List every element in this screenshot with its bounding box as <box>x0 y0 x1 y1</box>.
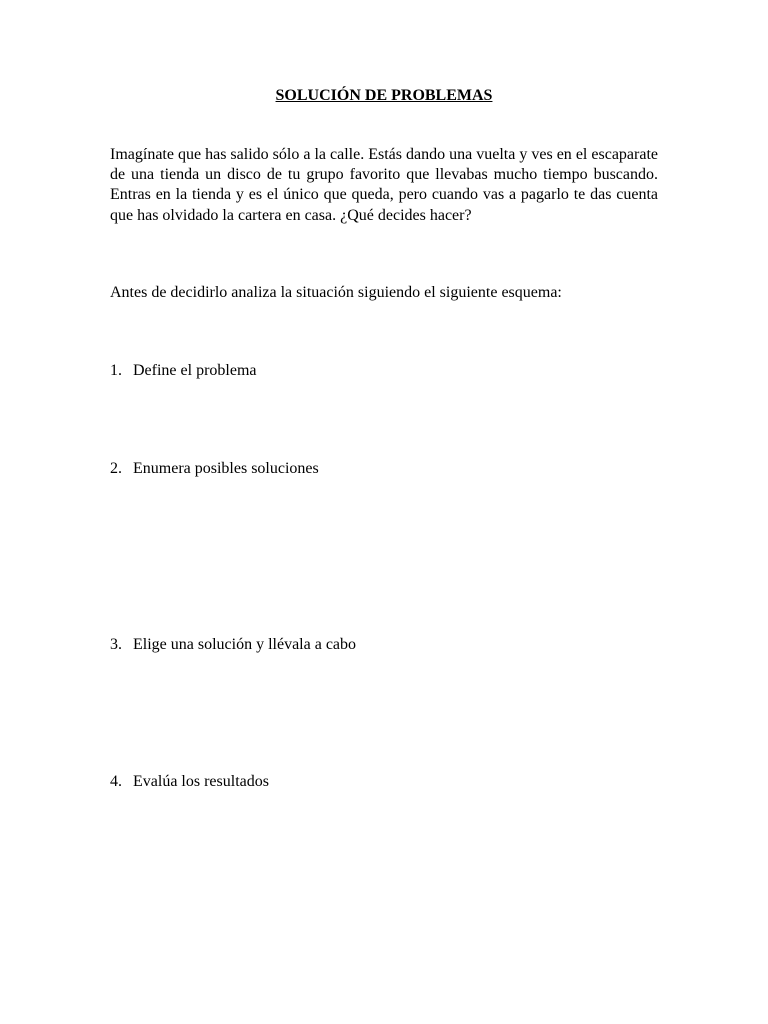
step-item-enumerate <box>110 459 658 479</box>
step-number: 1. <box>110 362 122 379</box>
step-item-choose <box>110 635 658 655</box>
step-number: 3. <box>110 636 122 653</box>
step-number: 4. <box>110 773 122 790</box>
intro-paragraph: Imagínate que has salido sólo a la calle. Estás dando una vuelta y ves en el escaparate de una tienda un disco de tu grupo favorito que llevabas mucho tiempo buscando. Entras en la tienda y es el único que queda, pero cuando vas a pagarlo te das cuenta que has olvidado la cartera en casa. ¿Qué decides hacer? <box>110 146 658 224</box>
step-item-define <box>110 361 658 381</box>
step-text: Enumera posibles soluciones <box>133 460 319 477</box>
step-text: Elige una solución y llévala a cabo <box>133 636 357 653</box>
step-text: Define el problema <box>133 362 257 379</box>
instruction-paragraph: Antes de decidirlo analiza la situación siguiendo el siguiente esquema: <box>110 284 562 301</box>
step-text: Evalúa los resultados <box>133 773 269 790</box>
step-item-evaluate <box>110 772 658 792</box>
document-title: SOLUCIÓN DE PROBLEMAS <box>275 87 493 104</box>
step-number: 2. <box>110 460 122 477</box>
